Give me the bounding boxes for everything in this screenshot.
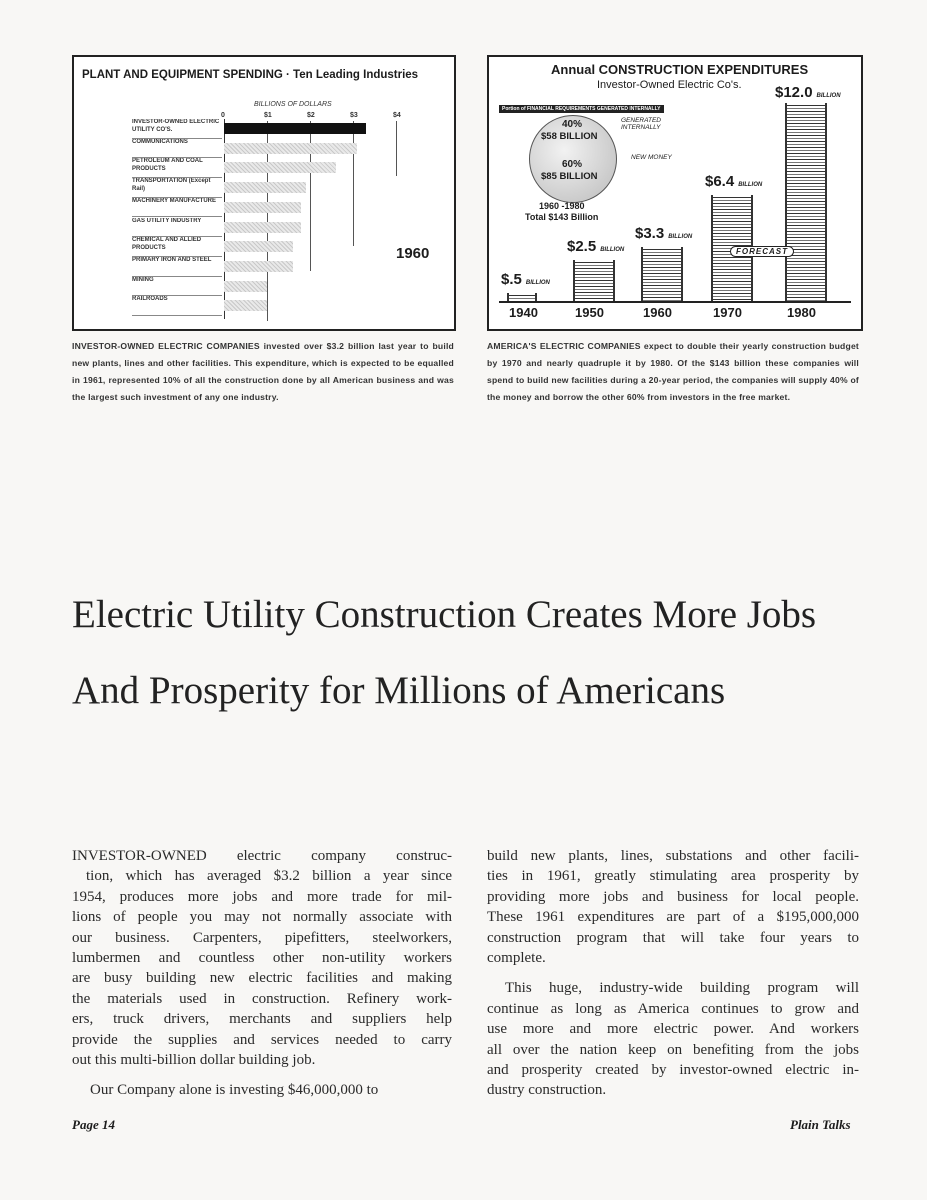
chart-subtitle: Investor-Owned Electric Co's. <box>597 79 742 91</box>
body-line: 1954, produces more jobs and more trade for mil- <box>72 888 452 905</box>
axis-label: BILLIONS OF DOLLARS <box>254 101 332 108</box>
value-label <box>705 173 762 190</box>
body-line: ties in 1961, greatly stimulating area prosperity by <box>487 868 859 885</box>
bar <box>224 241 293 252</box>
body-line: These 1961 expenditures are part of a $195,000,000 <box>487 909 859 926</box>
gridline <box>353 121 354 246</box>
bar <box>224 162 336 173</box>
category-label: MACHINERY MANUFACTURE <box>132 198 222 218</box>
category-label: INVESTOR-OWNED ELECTRIC UTILITY CO'S. <box>132 119 222 139</box>
body-line: lions of people you may not normally associate with <box>72 909 452 926</box>
label-generated-internally: GENERATED INTERNALLY <box>621 117 661 131</box>
value-text: $6.4 <box>705 173 735 191</box>
pie-total: Total $143 Billion <box>525 212 599 222</box>
value-label <box>775 84 841 101</box>
category-label: RAILROADS <box>132 296 222 316</box>
year-label: 1950 <box>575 305 604 320</box>
body-line: out this multi-billion dollar building job. <box>72 1052 316 1069</box>
bar <box>224 222 301 233</box>
year-annotation: 1960 <box>396 245 430 262</box>
value-label <box>567 238 624 255</box>
unit-text: BILLION <box>738 182 763 189</box>
tick-label: $3 <box>350 112 358 119</box>
category-label: PETROLEUM AND COAL PRODUCTS <box>132 158 222 178</box>
left-caption: INVESTOR-OWNED ELECTRIC COMPANIES invested over $3.2 billion last year to build new plants, lines and other facilities. This expenditure, which is expected to be equalled in 1961, represented 10% of all the construction done by all American business and was the largest such investment of any one industry. <box>72 341 454 402</box>
forecast-label: FORECAST <box>730 246 794 257</box>
value-text: $12.0 <box>775 84 813 101</box>
body-line: the materials used in construction. Refinery work- <box>72 990 452 1007</box>
year-label: 1960 <box>643 305 672 320</box>
body-line: INVESTOR-OWNED electric company construc- <box>72 848 452 864</box>
value-label <box>501 271 550 288</box>
body-line: continue as long as America continues to grow and <box>487 1000 859 1017</box>
category-label: TRANSPORTATION (Except Rail) <box>132 178 222 198</box>
value-text: $.5 <box>501 270 522 288</box>
category-label: MINING <box>132 277 222 297</box>
body-line: build new plants, lines, substations and other facili- <box>487 848 859 864</box>
unit-text: BILLION <box>600 246 625 253</box>
category-label: PRIMARY IRON AND STEEL <box>132 257 222 277</box>
body-line: and prosperity created by investor-owned electric in- <box>487 1062 859 1079</box>
bar <box>224 281 267 292</box>
body-line: lumbermen and countless other non-utility workers <box>72 950 452 967</box>
body-line: our business. Carpenters, pipefitters, steelworkers, <box>72 929 452 946</box>
pie-bottom-pct: 60% <box>561 159 582 170</box>
chart-title: PLANT AND EQUIPMENT SPENDING · Ten Leading Industries <box>82 69 419 81</box>
body-line: are busy building new electric facilities and making <box>72 970 452 987</box>
pie-top-pct: 40% <box>561 119 582 130</box>
body-line: dustry construction. <box>487 1082 607 1099</box>
bar <box>224 261 293 272</box>
year-label: 1940 <box>509 305 538 320</box>
value-text: $2.5 <box>567 237 597 255</box>
bar <box>224 300 267 311</box>
category-label: CHEMICAL AND ALLIED PRODUCTS <box>132 237 222 257</box>
body-column-left <box>72 846 452 1101</box>
coin-stack-bar <box>641 247 683 301</box>
body-line: complete. <box>487 950 546 967</box>
unit-text: BILLION <box>816 93 841 99</box>
category-label: COMMUNICATIONS <box>132 139 222 159</box>
body-column-right <box>487 846 859 1101</box>
headline-line-2: And Prosperity for Millions of Americans <box>72 669 726 712</box>
body-line: providing more jobs and business for local people. <box>487 888 859 905</box>
body-line: tion, which has averaged $3.2 billion a year since <box>86 868 452 885</box>
body-line: Our Company alone is investing $46,000,000 to <box>90 1082 379 1099</box>
coin-stack-bar <box>507 293 537 301</box>
right-caption: AMERICA'S ELECTRIC COMPANIES expect to double their yearly construction budget by 1970 and nearly quadruple it by 1980. Of the $143 billion these companies will spend to build new facilities during a 20-year period, the companies will supply 40% of the money and borrow the other 60% from investors in the free market. <box>487 341 859 402</box>
plant-spending-chart <box>72 55 456 331</box>
bar <box>224 182 306 193</box>
tick-label: $1 <box>264 112 272 119</box>
headline-line-1: Electric Utility Construction Creates More Jobs <box>72 593 817 636</box>
tick-label: $2 <box>307 112 315 119</box>
tick-label: 0 <box>221 112 225 119</box>
pie-bottom-amount: $85 BILLION <box>541 171 598 182</box>
bar <box>224 202 301 213</box>
year-label: 1970 <box>713 305 742 320</box>
value-label <box>635 225 692 242</box>
unit-text: BILLION <box>668 233 693 240</box>
bar <box>224 123 366 134</box>
construction-expenditures-chart <box>487 55 863 331</box>
gridline <box>396 121 397 176</box>
year-label: 1980 <box>787 305 816 320</box>
body-line: use more and more electric power. And workers <box>487 1021 859 1038</box>
category-label: GAS UTILITY INDUSTRY <box>132 218 222 238</box>
body-line: all over the nation keep on benefiting from the jobs <box>487 1041 859 1058</box>
baseline <box>499 301 851 303</box>
value-text: $3.3 <box>635 224 665 242</box>
chart-title: Annual CONSTRUCTION EXPENDITURES <box>551 62 809 77</box>
bar <box>224 143 357 154</box>
pie-banner: Portion of FINANCIAL REQUIREMENTS GENERATED INTERNALLY <box>499 105 664 113</box>
body-line: ers, truck drivers, merchants and suppliers help <box>72 1011 452 1028</box>
unit-text: BILLION <box>525 279 550 286</box>
tick-label: $4 <box>393 112 401 119</box>
publication-name: Plain Talks <box>790 1117 851 1132</box>
body-line: This huge, industry-wide building program will <box>505 980 859 997</box>
coin-stack-bar <box>573 260 615 301</box>
body-line: construction program that will take four years to <box>487 929 859 946</box>
pie-top-amount: $58 BILLION <box>541 131 598 142</box>
label-new-money: NEW MONEY <box>631 154 672 161</box>
page-number: Page 14 <box>72 1117 115 1132</box>
body-line: provide the supplies and services needed to carry <box>72 1031 452 1048</box>
coin-stack-bar <box>785 103 827 301</box>
pie-period: 1960 -1980 <box>539 201 585 211</box>
